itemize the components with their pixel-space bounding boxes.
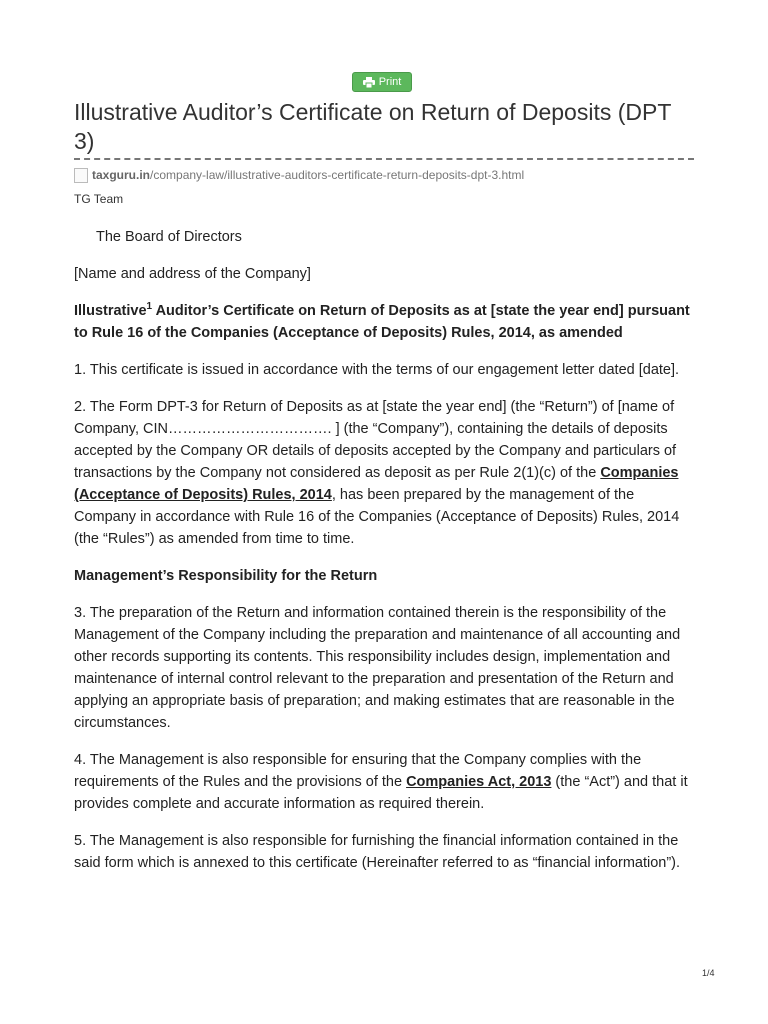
paragraph-1: 1. This certificate is issued in accordance with the terms of our engagement letter dated [date]. bbox=[74, 362, 680, 378]
paragraph-3: 3. The preparation of the Return and information contained therein is the responsibility of the Management of the Company including the preparation and maintenance of all accounting and other records supporting its contents. This responsibility includes design, implementation and maintenance of internal control relevant to the preparation and presentation of the Return and applying an appropriate basis of preparation; and making estimates that are reasonable in the circumstances. bbox=[74, 605, 681, 731]
deposits-rules-link[interactable]: Companies (Acceptance of Deposits) Rules, 2014 bbox=[74, 465, 679, 503]
section-heading: Management’s Responsibility for the Return bbox=[74, 568, 378, 584]
source-url[interactable] bbox=[74, 166, 524, 184]
addressee: The Board of Directors bbox=[96, 229, 242, 245]
paragraph-4-text-b: (the “Act”) and that it provides complete and accurate information as required therein. bbox=[74, 774, 688, 812]
heading-rest: Auditor’s Certificate on Return of Deposits as at [state the year end] pursuant to Rule 16 of the Companies (Acceptance of Deposits) Rules, 2014, as amended bbox=[74, 303, 690, 341]
page-number: 1/4 bbox=[702, 968, 715, 978]
printer-icon bbox=[363, 77, 375, 88]
document-body bbox=[74, 226, 694, 889]
footnote-mark: 1 bbox=[146, 301, 153, 313]
certificate-heading bbox=[74, 300, 694, 344]
paragraph-5: 5. The Management is also responsible for furnishing the financial information contained in the said form which is annexed to this certificate (Hereinafter referred to as “financial information”). bbox=[74, 833, 681, 871]
source-url-host[interactable]: taxguru.in bbox=[92, 168, 151, 182]
heading-lead: Illustrative bbox=[74, 303, 147, 319]
favicon-icon bbox=[74, 168, 88, 183]
paragraph-2-text-b: , has been prepared by the management of the Company in accordance with Rule 16 of the Companies (Acceptance of Deposits) Rules, 2014 (the “Rules”) as amended from time to time. bbox=[74, 487, 680, 547]
paragraph-2 bbox=[74, 396, 694, 550]
print-button[interactable] bbox=[352, 72, 412, 92]
source-url-path[interactable]: /company-law/illustrative-auditors-certificate-return-deposits-dpt-3.html bbox=[150, 168, 525, 182]
print-button-label: Print bbox=[378, 76, 402, 88]
author-name: TG Team bbox=[74, 192, 124, 206]
page-title: Illustrative Auditor’s Certificate on Return of Deposits (DPT 3) bbox=[74, 99, 671, 154]
title-divider bbox=[74, 158, 694, 160]
paragraph-2-text-a: 2. The Form DPT-3 for Return of Deposits as at [state the year end] (the “Return”) of [name of Company, CIN……………………………. ] (the “Company”), containing the details of deposits accepted by the Company OR details of deposits accepted by the Company and particulars of transactions by the Company not considered as deposit as per Rule 2(1)(c) of the bbox=[74, 399, 677, 481]
companies-act-link[interactable]: Companies Act, 2013 bbox=[406, 774, 552, 790]
paragraph-4-text-a: 4. The Management is also responsible for ensuring that the Company complies with the requirements of the Rules and the provisions of the bbox=[74, 752, 642, 790]
company-placeholder: [Name and address of the Company] bbox=[74, 266, 311, 282]
paragraph-4 bbox=[74, 749, 694, 815]
